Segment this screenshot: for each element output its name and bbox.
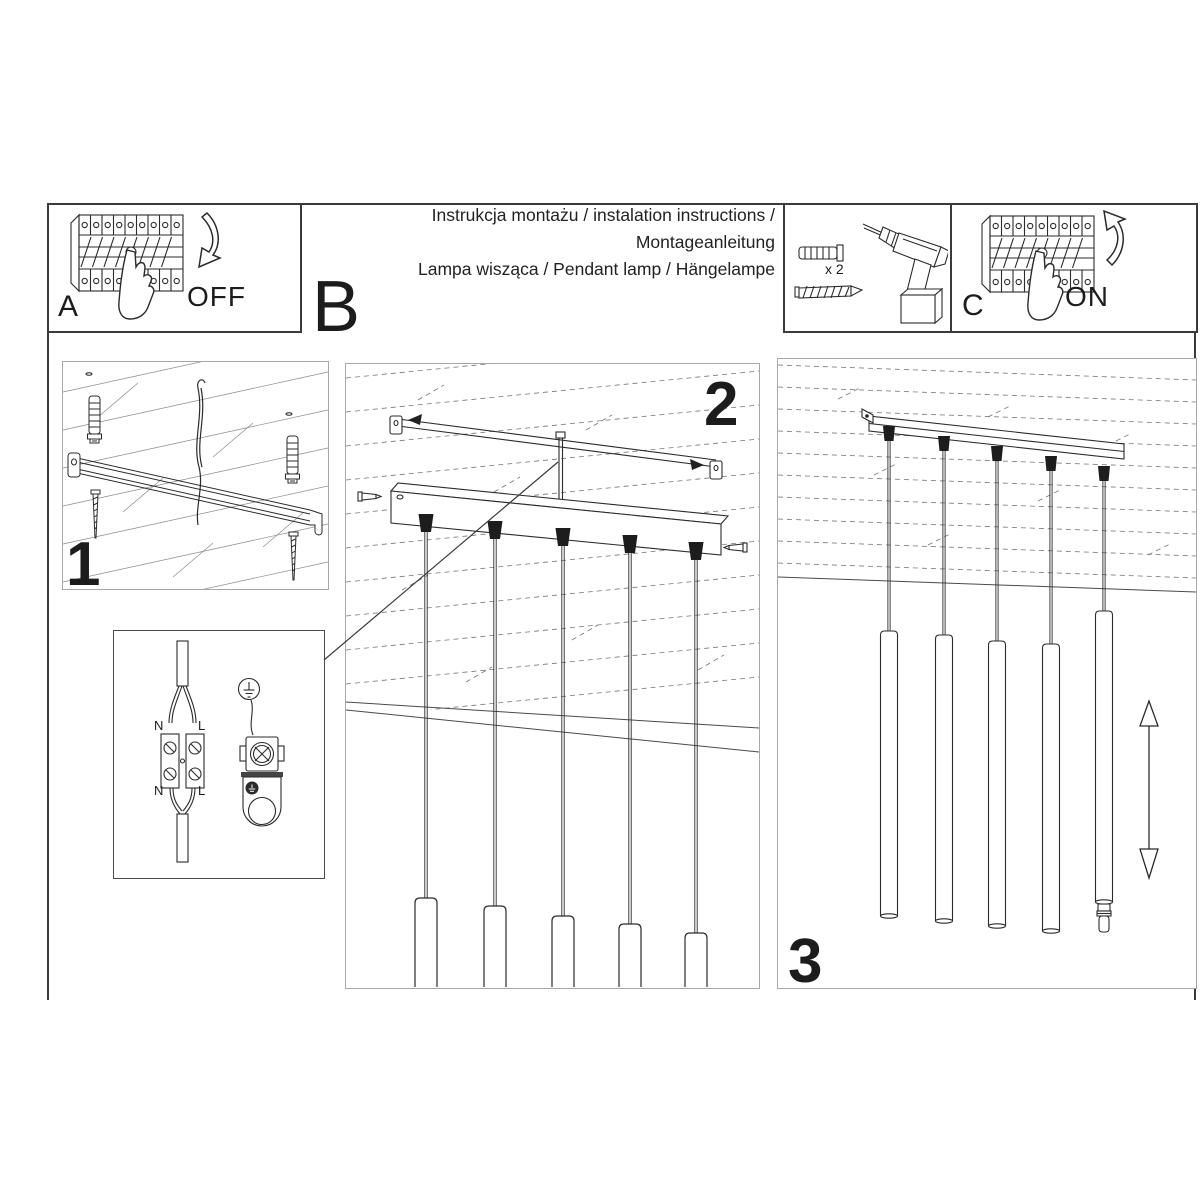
title-line-2: Lampa wisząca / Pendant lamp / Hängelampe (417, 259, 775, 279)
step2-panel (345, 363, 760, 989)
screw-icon (358, 492, 381, 501)
screw-icon (795, 286, 862, 298)
pointing-hand-icon (119, 250, 154, 319)
power-on-box (950, 203, 1198, 333)
mounting-rail (68, 453, 322, 535)
step-c-label: C (962, 289, 984, 322)
hardware-qty-label: x 2 (825, 261, 844, 277)
off-label: OFF (187, 281, 246, 312)
terminal-label-n-bottom: N (154, 783, 164, 798)
ceiling-texture (778, 365, 1196, 578)
power-off-box (47, 203, 302, 333)
terminal-block (161, 734, 204, 788)
wall-anchor-icon (799, 245, 843, 261)
drill-icon (863, 224, 948, 323)
hardware-box (783, 203, 954, 333)
mains-cable (170, 788, 195, 862)
terminal-label-l-top: L (198, 718, 206, 733)
wall-anchor-icon (286, 436, 300, 483)
wall-anchor-icon (88, 396, 102, 443)
mounting-rail (390, 414, 722, 479)
hardware-illustration (785, 205, 948, 327)
instruction-title (300, 202, 775, 283)
curved-arrow-up-icon (1104, 211, 1125, 265)
screw-icon (724, 543, 747, 552)
step3-panel (777, 358, 1197, 996)
step1-panel (62, 361, 329, 599)
mains-cable (169, 641, 196, 723)
drill-hole-mark (86, 373, 92, 375)
curved-arrow-down-icon (199, 213, 220, 267)
direction-arrow-icon (690, 459, 704, 470)
title-line-1: Instrukcja montażu / instalation instructions / Montageanleitung (431, 205, 775, 252)
ground-wire (251, 700, 253, 735)
step-3-label: 3 (788, 927, 823, 996)
terminal-label-l-bottom: L (198, 783, 206, 798)
lamp-socket (1097, 904, 1111, 932)
screw-icon (289, 532, 298, 580)
on-label: ON (1065, 281, 1109, 312)
pointing-hand-icon (1028, 251, 1063, 320)
terminal-label-n-top: N (154, 718, 164, 733)
supply-stem (556, 432, 565, 510)
section-b-label: B (312, 267, 361, 347)
wiring-inset (113, 630, 325, 879)
drill-hole-mark (286, 413, 292, 415)
ground-terminal (240, 737, 284, 771)
wall-area (778, 578, 1196, 988)
power-off-illustration (49, 205, 296, 327)
ground-symbol-icon (239, 679, 260, 700)
power-cable (197, 380, 205, 525)
step-1-label: 1 (66, 530, 101, 599)
lamp-holder (241, 772, 283, 826)
direction-arrow-icon (408, 414, 422, 425)
step-a-label: A (58, 290, 79, 323)
step-2-label: 2 (704, 370, 739, 439)
